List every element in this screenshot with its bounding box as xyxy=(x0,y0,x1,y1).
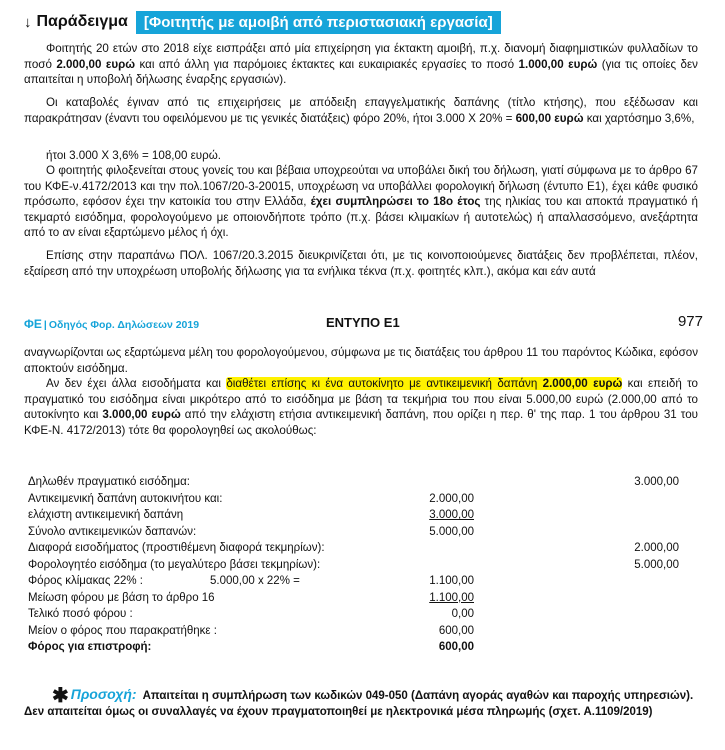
paragraph-4: Ο φοιτητής φιλοξενείται στους γονείς του και βέβαια υποχρεούται να υποβάλει δική του δήλωση, γιατί σύμφωνα με το άρθρο 67 του ΚΦΕ-ν.4172/2013 και την πολ.1067/20-3-20015, υποχρέωση να υποβάλλει φορολογική δήλωση (έντυπο Ε1), έχει κάθε φυσικό πρόσωπο, εφόσον έχει την κατοικία του στην Ελλάδα, έχει συμπληρώσει το 18ο έτος της ηλικίας του και αποκτά πραγματικό ή τεκμαρτό εισόδημα, φορολογούμενο με οποιονδήποτε τρόπο (π.χ. βάσει κλιμακίων ή αυτοτελώς) ή απαλλασσόμενο, ανεξάρτητα από το αν είναι εξαρτώμενο μέλος ή όχι. xyxy=(24,164,698,239)
asterisk-icon: ✱ xyxy=(52,685,69,707)
calc-label: Σύνολο αντικειμενικών δαπανών: xyxy=(28,525,197,538)
calc-row xyxy=(24,575,679,590)
calc-row xyxy=(24,592,679,607)
form-label: ΕΝΤΥΠΟ Ε1 xyxy=(326,315,400,330)
note-line-1: Απαιτείται η συμπλήρωση των κωδικών 049-050 (Δαπάνη αγοράς αγαθών και παροχής υπηρεσιών). xyxy=(142,690,694,702)
paragraph-3: ήτοι 3.000 Χ 3,6% = 108,00 ευρώ. xyxy=(46,149,221,162)
paragraph-5: Επίσης στην παραπάνω ΠΟΛ. 1067/20.3.2015 διευκρινίζεται ότι, με τις κοινοποιούμενες διατάξεις δεν προβλέπεται, πλέον, εξαίρεση από την υποχρέωση υποβολής δήλωσης για τα ενήλικα τέκνα (π.χ. φοιτητές κλπ.), ακόμα και εάν αυτά xyxy=(24,249,698,278)
calc-value-col2: 2.000,00 xyxy=(634,542,679,554)
calc-value-col1: 5.000,00 xyxy=(429,525,474,538)
calc-label: Δηλωθέν πραγματικό εισόδημα: xyxy=(28,476,190,488)
calc-row xyxy=(24,608,679,623)
calc-value-col1: 600,00 xyxy=(438,641,474,653)
calc-label: Μείον ο φόρος που παρακρατήθηκε : xyxy=(28,624,217,637)
title-word: Παράδειγμα xyxy=(36,13,128,30)
calc-row xyxy=(24,641,679,656)
calc-row xyxy=(24,526,679,541)
calc-value-col1: 3.000,00 xyxy=(429,509,474,521)
guide-label: ΦΕ | Οδηγός Φορ. Δηλώσεων 2019 xyxy=(24,317,200,331)
calc-label: Μείωση φόρου με βάση το άρθρο 16 xyxy=(28,591,215,604)
calc-row xyxy=(24,493,679,508)
calc-label: Τελικό ποσό φόρου : xyxy=(28,608,133,620)
paragraph-2: Οι καταβολές έγιναν από τις επιχειρήσεις με απόδειξη επαγγελματικής δαπάνης (τίτλο κτήσης), που εξέδωσαν και παρακράτησαν (έναντι του οφειλόμενου με τις γενικές διατάξεις) φόρο 20%, ήτοι 3.000 Χ 20% = 600,00 ευρώ και χαρτόσημο 3,6%, xyxy=(24,96,698,125)
calc-label: Αντικειμενική δαπάνη αυτοκινήτου και: xyxy=(28,492,223,505)
calc-value-col1: 2.000,00 xyxy=(429,492,474,505)
calc-row xyxy=(24,625,679,640)
page-header xyxy=(24,314,703,334)
calc-row xyxy=(24,476,679,491)
page-number: 977 xyxy=(677,313,703,330)
calc-label: Διαφορά εισοδήματος (προστιθέμενη διαφορά τεκμηρίων): xyxy=(28,542,325,554)
calc-formula: 5.000,00 x 22% = xyxy=(210,575,300,587)
calc-label: Φόρος για επιστροφή: xyxy=(28,641,152,653)
paragraph-1: Φοιτητής 20 ετών στο 2018 είχε εισπράξει από μία επιχείρηση για έκτακτη αμοιβή, π.χ. διανομή διαφημιστικών φυλλαδίων το ποσό 2.000,00 ευρώ και από άλλη για παρόμοιες έκτακτες και ευκαιριακές εργασίες το ποσό 1.000,00 ευρώ (για τις οποίες δεν απαιτείται η υποβολή δήλωσης έναρξης εργασιών). xyxy=(24,42,698,86)
title-box: [Φοιτητής με αμοιβή από περιστασιακή εργασία] xyxy=(136,11,501,34)
highlighted-text: διαθέτει επίσης κι ένα αυτοκίνητο με αντικειμενική δαπάνη 2.000,00 ευρώ xyxy=(226,377,623,390)
calc-value-col1: 1.100,00 xyxy=(429,575,474,587)
calc-value-col1: 0,00 xyxy=(451,608,474,620)
calc-row xyxy=(24,559,679,574)
attention-label: Προσοχή: xyxy=(70,686,137,702)
example-title xyxy=(24,9,501,35)
calc-row xyxy=(24,542,679,557)
calc-value-col1: 600,00 xyxy=(438,624,474,637)
calc-row xyxy=(24,509,679,524)
paragraph-7: Αν δεν έχει άλλα εισοδήματα και διαθέτει επίσης κι ένα αυτοκίνητο με αντικειμενική δαπάνη 2.000,00 ευρώ και επειδή το πραγματικό του εισόδημα είναι μικρότερο από το εισόδημα με βάση τα τεκμήρια του που είναι 5.000,00 ευρώ (2.000,00 από το αυτοκίνητο και 3.000,00 ευρώ από την ελάχιστη ετήσια αντικειμενική δαπάνη, που ορίζει η περ. θ' της παρ. 1 του άρθρου 31 του ΚΦΕ-Ν. 4172/2013) τότε θα φορολογηθεί ως ακολούθως: xyxy=(24,377,698,437)
paragraph-6: αναγνωρίζονται ως εξαρτώμενα μέλη του φορολογούμενου, σύμφωνα με τις διατάξεις του άρθρου 11 του παρόντος Κώδικα, εφόσον αποκτούν εισόδημα. xyxy=(24,346,698,375)
attention-note xyxy=(24,686,703,720)
down-arrow-icon: ↓ xyxy=(24,13,32,31)
calc-label: ελάχιστη αντικειμενική δαπάνη xyxy=(28,509,184,521)
calc-value-col2: 5.000,00 xyxy=(634,558,679,571)
note-line-2: Δεν απαιτείται όμως οι συναλλαγές να έχουν πραγματοποιηθεί με ηλεκτρονικά μέσα πληρωμής (σχετ. Α.1109/2019) xyxy=(24,706,653,718)
calc-value-col2: 3.000,00 xyxy=(634,476,679,488)
calc-label: Φορολογητέο εισόδημα (το μεγαλύτερο βάσει τεκμηρίων): xyxy=(28,558,321,571)
calc-value-col1: 1.100,00 xyxy=(429,591,474,604)
calc-label: Φόρος κλίμακας 22% : xyxy=(28,575,143,587)
